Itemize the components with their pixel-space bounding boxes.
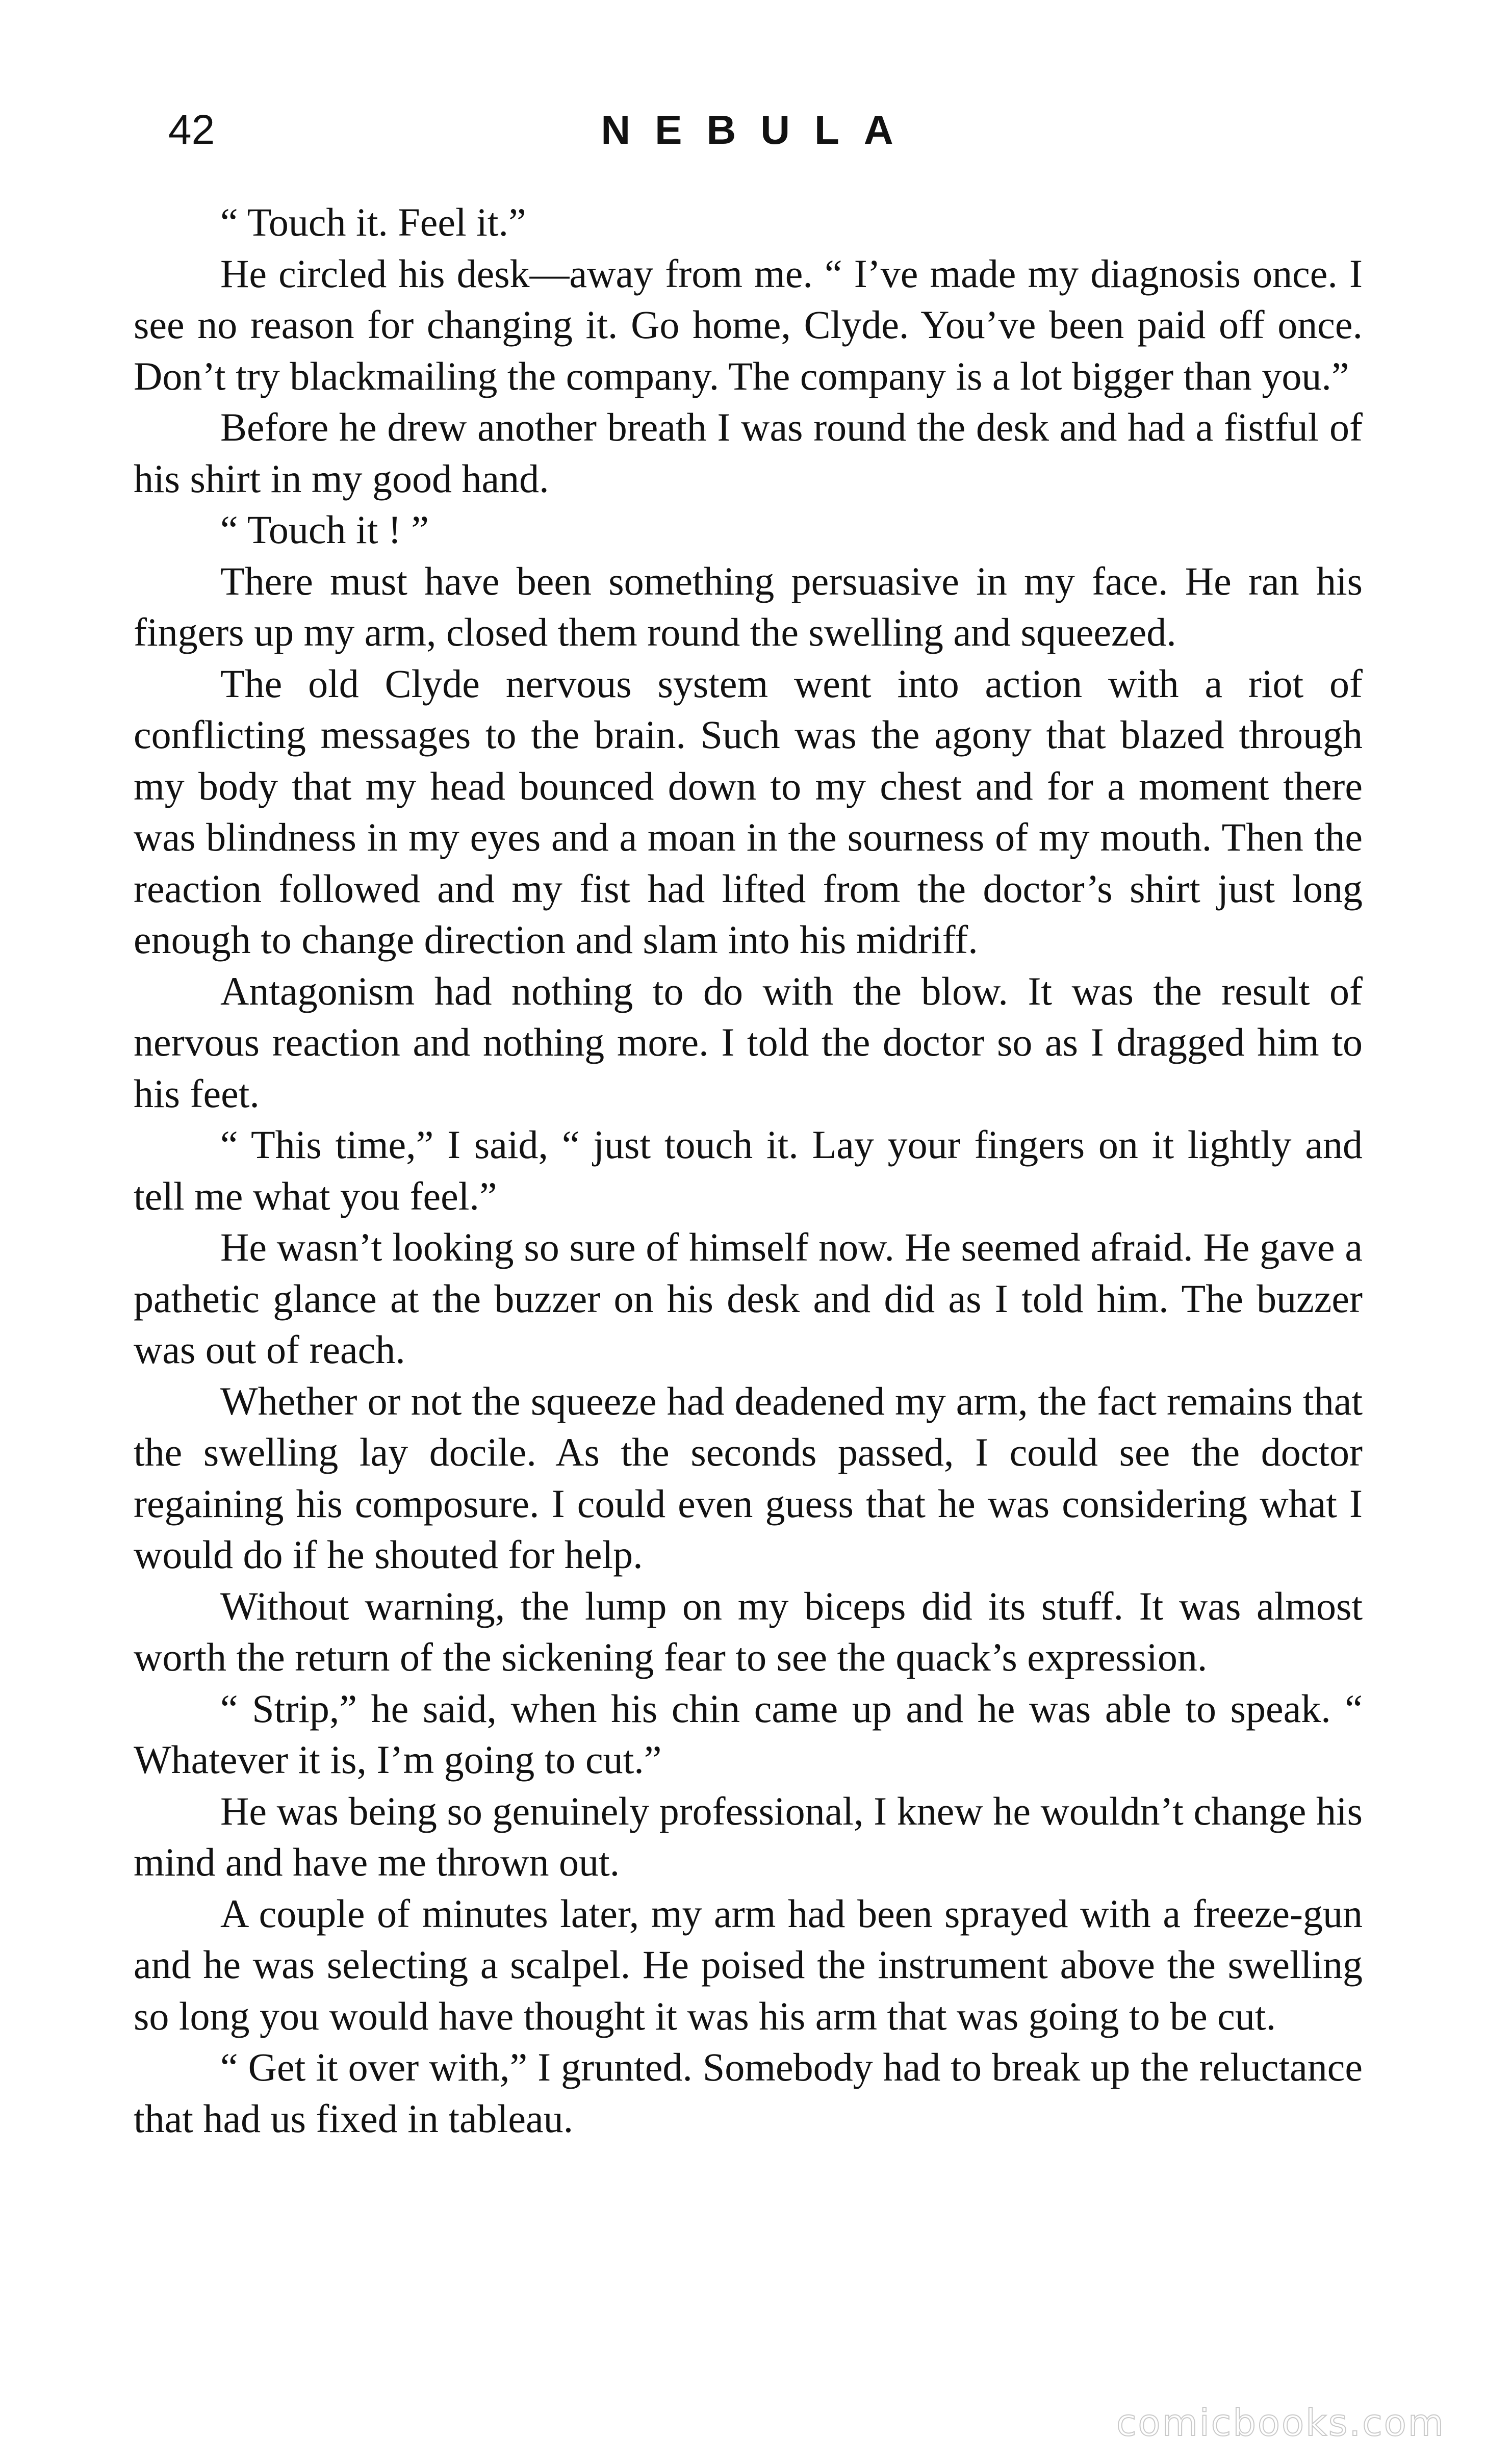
source-watermark: comicbooks.com	[1116, 2401, 1445, 2444]
paragraph: “ This time,” I said, “ just touch it. Lay your fingers on it lightly and tell me what you feel.”	[134, 1122, 1363, 1218]
paragraph: “ Strip,” he said, when his chin came up and he was able to speak. “ Whatever it is, I’m going to cut.”	[134, 1686, 1363, 1782]
body-text	[134, 197, 1363, 2144]
paragraph: He was being so genuinely professional, I knew he wouldn’t change his mind and have me thrown out.	[134, 1788, 1363, 1884]
paragraph: Without warning, the lump on my biceps did its stuff. It was almost worth the return of the sickening fear to see the quack’s expression.	[134, 1583, 1363, 1679]
page-number: 42	[168, 107, 215, 153]
paragraph: He circled his desk—away from me. “ I’ve made my diagnosis once. I see no reason for changing it. Go home, Clyde. You’ve been paid off once. Don’t try blackmailing the company. The company is a lot bigger than you.”	[134, 251, 1363, 398]
paragraph: “ Touch it. Feel it.”	[220, 200, 526, 244]
paragraph: There must have been something persuasive in my face. He ran his fingers up my arm, closed them round the swelling and squeezed.	[134, 558, 1363, 654]
paragraph: “ Touch it ! ”	[220, 507, 429, 552]
paragraph: He wasn’t looking so sure of himself now. He seemed afraid. He gave a pathetic glance at the buzzer on his desk and did as I told him. The buzzer was out of reach.	[134, 1225, 1363, 1372]
paragraph: A couple of minutes later, my arm had been sprayed with a freeze-gun and he was selecting a scalpel. He poised the instrument above the swelling so long you would have thought it was his arm that was going to be cut.	[134, 1891, 1363, 2038]
paragraph: The old Clyde nervous system went into action with a riot of conflicting messages to the brain. Such was the agony that blazed through my body that my head bounced down to my chest and for a moment there was blindness in my eyes and a moan in the sourness of my mouth. Then the reaction followed and my fist had lifted from the doctor’s shirt just long enough to change direction and slam into his midriff.	[134, 661, 1363, 962]
page-header	[133, 102, 1362, 158]
paragraph: Whether or not the squeeze had deadened my arm, the fact remains that the swelling lay docile. As the seconds passed, I could see the doctor regaining his composure. I could even guess that he was considering what I would do if he shouted for help.	[134, 1378, 1363, 1577]
paragraph: “ Get it over with,” I grunted. Somebody had to break up the reluctance that had us fixed in tableau.	[134, 2045, 1363, 2141]
paragraph: Before he drew another breath I was round the desk and had a fistful of his shirt in my good hand.	[134, 405, 1363, 501]
paragraph: Antagonism had nothing to do with the blow. It was the result of nervous reaction and nothing more. I told the doctor so as I dragged him to his feet.	[134, 968, 1363, 1116]
running-head: NEBULA	[601, 107, 918, 152]
